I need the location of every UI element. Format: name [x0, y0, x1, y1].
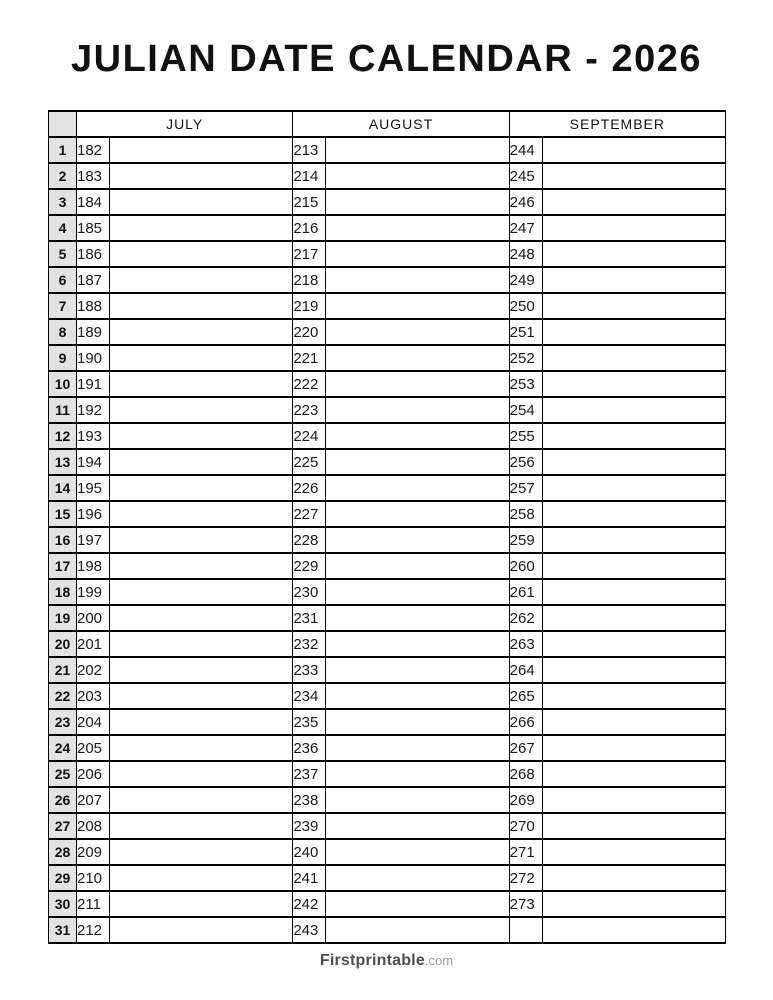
notes-cell [326, 839, 509, 865]
julian-number-cell: 250 [509, 293, 542, 319]
julian-number-cell: 244 [509, 137, 542, 163]
notes-cell [542, 605, 725, 631]
notes-cell [110, 501, 293, 527]
notes-cell [542, 189, 725, 215]
notes-cell [542, 475, 725, 501]
julian-number-cell: 220 [293, 319, 326, 345]
julian-number-cell: 203 [77, 683, 110, 709]
julian-number-cell: 215 [293, 189, 326, 215]
notes-cell [326, 423, 509, 449]
julian-number-cell: 223 [293, 397, 326, 423]
julian-number-cell: 270 [509, 813, 542, 839]
julian-number-cell: 262 [509, 605, 542, 631]
notes-cell [542, 683, 725, 709]
notes-cell [110, 241, 293, 267]
day-number-cell: 16 [49, 527, 77, 553]
notes-cell [110, 475, 293, 501]
table-row [49, 865, 726, 891]
notes-cell [326, 865, 509, 891]
day-number-cell: 31 [49, 917, 77, 943]
julian-number-cell: 207 [77, 787, 110, 813]
notes-cell [542, 163, 725, 189]
notes-cell [326, 371, 509, 397]
notes-cell [110, 761, 293, 787]
notes-cell [110, 189, 293, 215]
notes-cell [326, 631, 509, 657]
julian-number-cell: 228 [293, 527, 326, 553]
notes-cell [326, 683, 509, 709]
julian-number-cell: 263 [509, 631, 542, 657]
notes-cell [326, 397, 509, 423]
notes-cell [542, 787, 725, 813]
day-number-cell: 9 [49, 345, 77, 371]
notes-cell [326, 787, 509, 813]
notes-cell [542, 839, 725, 865]
notes-cell [110, 293, 293, 319]
table-row [49, 839, 726, 865]
julian-number-cell [509, 917, 542, 943]
day-number-cell: 7 [49, 293, 77, 319]
julian-number-cell: 213 [293, 137, 326, 163]
notes-cell [326, 553, 509, 579]
notes-cell [110, 787, 293, 813]
table-row [49, 709, 726, 735]
julian-number-cell: 210 [77, 865, 110, 891]
table-row [49, 163, 726, 189]
notes-cell [542, 241, 725, 267]
day-number-cell: 19 [49, 605, 77, 631]
julian-number-cell: 195 [77, 475, 110, 501]
notes-cell [542, 631, 725, 657]
notes-cell [110, 267, 293, 293]
table-row [49, 735, 726, 761]
month-header-august: AUGUST [293, 111, 509, 137]
julian-number-cell: 236 [293, 735, 326, 761]
julian-number-cell: 205 [77, 735, 110, 761]
julian-number-cell: 258 [509, 501, 542, 527]
notes-cell [542, 553, 725, 579]
notes-cell [110, 163, 293, 189]
julian-number-cell: 243 [293, 917, 326, 943]
day-number-cell: 25 [49, 761, 77, 787]
julian-number-cell: 188 [77, 293, 110, 319]
julian-number-cell: 254 [509, 397, 542, 423]
julian-number-cell: 256 [509, 449, 542, 475]
julian-number-cell: 266 [509, 709, 542, 735]
notes-cell [110, 345, 293, 371]
day-number-cell: 28 [49, 839, 77, 865]
day-number-cell: 4 [49, 215, 77, 241]
julian-number-cell: 216 [293, 215, 326, 241]
julian-number-cell: 182 [77, 137, 110, 163]
notes-cell [542, 917, 725, 943]
julian-number-cell: 196 [77, 501, 110, 527]
julian-date-table [48, 110, 726, 944]
notes-cell [542, 293, 725, 319]
julian-number-cell: 271 [509, 839, 542, 865]
notes-cell [542, 345, 725, 371]
day-number-cell: 5 [49, 241, 77, 267]
notes-cell [110, 553, 293, 579]
notes-cell [110, 735, 293, 761]
table-row [49, 657, 726, 683]
notes-cell [326, 813, 509, 839]
day-number-cell: 11 [49, 397, 77, 423]
day-number-cell: 1 [49, 137, 77, 163]
brand-name: Firstprintable [319, 952, 425, 969]
julian-number-cell: 200 [77, 605, 110, 631]
notes-cell [542, 267, 725, 293]
table-row [49, 449, 726, 475]
julian-number-cell: 269 [509, 787, 542, 813]
julian-number-cell: 235 [293, 709, 326, 735]
notes-cell [110, 631, 293, 657]
notes-cell [326, 579, 509, 605]
table-row [49, 579, 726, 605]
julian-number-cell: 198 [77, 553, 110, 579]
julian-number-cell: 225 [293, 449, 326, 475]
notes-cell [326, 917, 509, 943]
notes-cell [110, 397, 293, 423]
julian-number-cell: 186 [77, 241, 110, 267]
julian-number-cell: 245 [509, 163, 542, 189]
notes-cell [326, 215, 509, 241]
notes-cell [542, 709, 725, 735]
notes-cell [110, 839, 293, 865]
notes-cell [542, 371, 725, 397]
notes-cell [326, 163, 509, 189]
julian-number-cell: 233 [293, 657, 326, 683]
notes-cell [110, 449, 293, 475]
day-number-cell: 13 [49, 449, 77, 475]
notes-cell [326, 657, 509, 683]
table-row [49, 917, 726, 943]
notes-cell [110, 423, 293, 449]
notes-cell [542, 761, 725, 787]
julian-number-cell: 240 [293, 839, 326, 865]
notes-cell [326, 475, 509, 501]
julian-number-cell: 202 [77, 657, 110, 683]
julian-number-cell: 231 [293, 605, 326, 631]
julian-number-cell: 247 [509, 215, 542, 241]
notes-cell [110, 709, 293, 735]
julian-number-cell: 192 [77, 397, 110, 423]
notes-cell [326, 761, 509, 787]
notes-cell [542, 865, 725, 891]
notes-cell [326, 319, 509, 345]
brand-domain-suffix: .com [424, 953, 454, 968]
day-number-cell: 17 [49, 553, 77, 579]
notes-cell [542, 397, 725, 423]
notes-cell [542, 423, 725, 449]
calendar-body [49, 137, 726, 943]
julian-number-cell: 222 [293, 371, 326, 397]
corner-cell [49, 111, 77, 137]
notes-cell [542, 527, 725, 553]
table-row [49, 631, 726, 657]
julian-number-cell: 193 [77, 423, 110, 449]
notes-cell [110, 527, 293, 553]
julian-number-cell: 184 [77, 189, 110, 215]
julian-number-cell: 191 [77, 371, 110, 397]
julian-number-cell: 264 [509, 657, 542, 683]
notes-cell [542, 735, 725, 761]
julian-number-cell: 251 [509, 319, 542, 345]
julian-number-cell: 241 [293, 865, 326, 891]
notes-cell [326, 501, 509, 527]
table-row [49, 293, 726, 319]
table-row [49, 527, 726, 553]
table-row [49, 683, 726, 709]
julian-number-cell: 212 [77, 917, 110, 943]
day-number-cell: 12 [49, 423, 77, 449]
notes-cell [110, 891, 293, 917]
table-row [49, 605, 726, 631]
day-number-cell: 18 [49, 579, 77, 605]
table-row [49, 423, 726, 449]
julian-number-cell: 183 [77, 163, 110, 189]
day-number-cell: 22 [49, 683, 77, 709]
day-number-cell: 23 [49, 709, 77, 735]
julian-number-cell: 226 [293, 475, 326, 501]
notes-cell [542, 215, 725, 241]
table-row [49, 397, 726, 423]
julian-number-cell: 268 [509, 761, 542, 787]
julian-number-cell: 229 [293, 553, 326, 579]
notes-cell [326, 709, 509, 735]
julian-number-cell: 221 [293, 345, 326, 371]
notes-cell [542, 813, 725, 839]
notes-cell [326, 345, 509, 371]
day-number-cell: 2 [49, 163, 77, 189]
julian-number-cell: 224 [293, 423, 326, 449]
notes-cell [326, 605, 509, 631]
notes-cell [326, 735, 509, 761]
notes-cell [110, 579, 293, 605]
month-header-july: JULY [77, 111, 293, 137]
notes-cell [542, 137, 725, 163]
julian-number-cell: 189 [77, 319, 110, 345]
julian-number-cell: 194 [77, 449, 110, 475]
notes-cell [326, 449, 509, 475]
notes-cell [110, 813, 293, 839]
julian-number-cell: 232 [293, 631, 326, 657]
julian-number-cell: 209 [77, 839, 110, 865]
julian-number-cell: 239 [293, 813, 326, 839]
day-number-cell: 29 [49, 865, 77, 891]
julian-number-cell: 272 [509, 865, 542, 891]
julian-number-cell: 238 [293, 787, 326, 813]
day-number-cell: 14 [49, 475, 77, 501]
day-number-cell: 30 [49, 891, 77, 917]
notes-cell [110, 137, 293, 163]
day-number-cell: 15 [49, 501, 77, 527]
notes-cell [110, 865, 293, 891]
table-row [49, 787, 726, 813]
notes-cell [110, 371, 293, 397]
notes-cell [326, 527, 509, 553]
day-number-cell: 10 [49, 371, 77, 397]
table-row [49, 813, 726, 839]
julian-number-cell: 260 [509, 553, 542, 579]
notes-cell [110, 215, 293, 241]
julian-number-cell: 206 [77, 761, 110, 787]
table-row [49, 501, 726, 527]
table-row [49, 137, 726, 163]
julian-number-cell: 199 [77, 579, 110, 605]
julian-number-cell: 190 [77, 345, 110, 371]
julian-number-cell: 208 [77, 813, 110, 839]
julian-number-cell: 246 [509, 189, 542, 215]
julian-number-cell: 253 [509, 371, 542, 397]
julian-number-cell: 257 [509, 475, 542, 501]
julian-number-cell: 234 [293, 683, 326, 709]
notes-cell [542, 449, 725, 475]
notes-cell [326, 241, 509, 267]
notes-cell [326, 137, 509, 163]
julian-number-cell: 204 [77, 709, 110, 735]
table-row [49, 475, 726, 501]
footer-brand [0, 952, 773, 970]
julian-number-cell: 211 [77, 891, 110, 917]
julian-number-cell: 214 [293, 163, 326, 189]
day-number-cell: 21 [49, 657, 77, 683]
notes-cell [542, 657, 725, 683]
notes-cell [110, 917, 293, 943]
julian-number-cell: 259 [509, 527, 542, 553]
notes-cell [110, 657, 293, 683]
month-header-september: SEPTEMBER [509, 111, 725, 137]
table-row [49, 345, 726, 371]
notes-cell [542, 891, 725, 917]
day-number-cell: 3 [49, 189, 77, 215]
day-number-cell: 6 [49, 267, 77, 293]
julian-number-cell: 197 [77, 527, 110, 553]
table-row [49, 241, 726, 267]
julian-number-cell: 273 [509, 891, 542, 917]
day-number-cell: 27 [49, 813, 77, 839]
notes-cell [542, 501, 725, 527]
julian-number-cell: 201 [77, 631, 110, 657]
header-row [49, 111, 726, 137]
julian-number-cell: 219 [293, 293, 326, 319]
table-row [49, 891, 726, 917]
table-row [49, 553, 726, 579]
table-row [49, 761, 726, 787]
notes-cell [110, 683, 293, 709]
julian-number-cell: 249 [509, 267, 542, 293]
julian-number-cell: 227 [293, 501, 326, 527]
day-number-cell: 24 [49, 735, 77, 761]
notes-cell [110, 319, 293, 345]
notes-cell [326, 267, 509, 293]
table-row [49, 267, 726, 293]
julian-number-cell: 218 [293, 267, 326, 293]
table-row [49, 319, 726, 345]
table-row [49, 371, 726, 397]
page-title: JULIAN DATE CALENDAR - 2026 [71, 38, 702, 80]
julian-number-cell: 187 [77, 267, 110, 293]
julian-number-cell: 248 [509, 241, 542, 267]
notes-cell [542, 319, 725, 345]
julian-number-cell: 237 [293, 761, 326, 787]
table-row [49, 215, 726, 241]
notes-cell [326, 293, 509, 319]
julian-number-cell: 230 [293, 579, 326, 605]
day-number-cell: 8 [49, 319, 77, 345]
julian-number-cell: 252 [509, 345, 542, 371]
julian-number-cell: 265 [509, 683, 542, 709]
table-row [49, 189, 726, 215]
julian-number-cell: 217 [293, 241, 326, 267]
julian-number-cell: 255 [509, 423, 542, 449]
julian-number-cell: 267 [509, 735, 542, 761]
notes-cell [542, 579, 725, 605]
notes-cell [326, 189, 509, 215]
day-number-cell: 26 [49, 787, 77, 813]
notes-cell [110, 605, 293, 631]
notes-cell [326, 891, 509, 917]
day-number-cell: 20 [49, 631, 77, 657]
julian-number-cell: 185 [77, 215, 110, 241]
julian-number-cell: 242 [293, 891, 326, 917]
julian-number-cell: 261 [509, 579, 542, 605]
